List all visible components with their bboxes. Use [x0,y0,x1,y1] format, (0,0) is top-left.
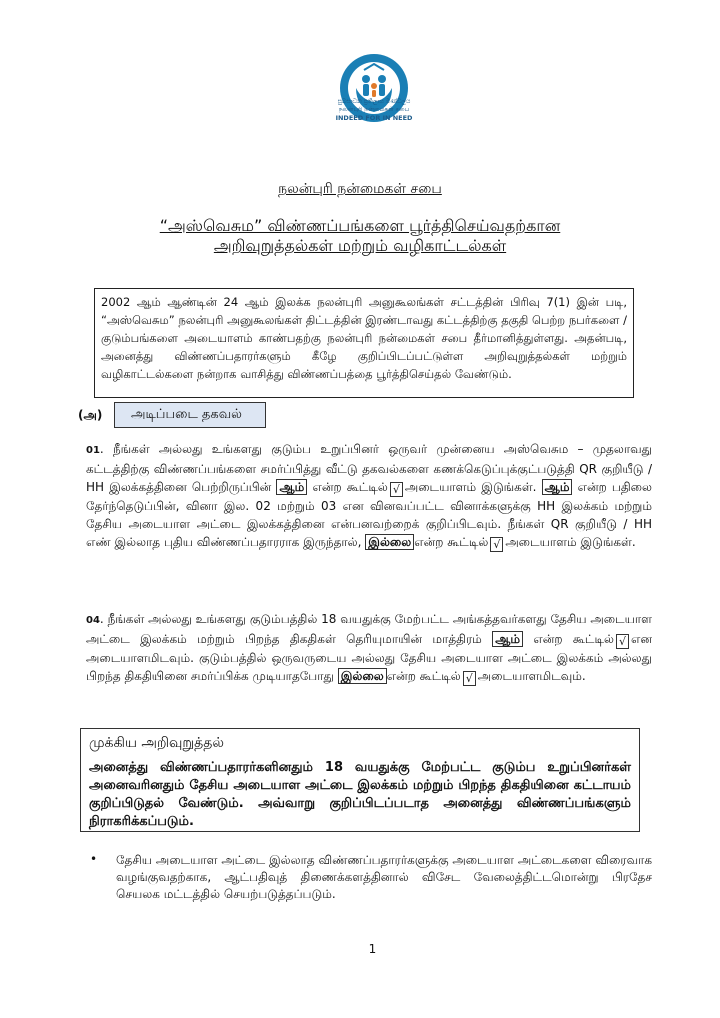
section-a-marker: (அ) [78,408,103,422]
paragraph-text: . நீங்கள் அல்லது உங்களது குடும்ப உறுப்பினர் ஒருவர் முன்னைய அஸ்வெசும – முதலாவது கட்டத்திற்கு விண்ணப்பங்களை சமர்ப்பித்து வீட்டு தகவல்களை கணக்கெடுப்புக்குட்படுத்தி QR குறியீடு / HH இலக்கத்தினை பெற்றிருப்பின் [86,442,652,494]
welfare-board-logo [326,48,422,144]
paragraph-number: 01 [86,445,100,456]
important-instruction-box [80,728,640,832]
instruction-paragraph-01 [86,440,652,552]
tick-box-icon: √ [390,482,403,497]
yes-option-label: ஆம் [492,631,523,647]
tick-box-icon: √ [463,671,476,686]
logo-caption-en: INDEED FOR IN NEED [335,114,413,122]
yes-option-label: ஆம் [276,479,307,495]
intro-box: 2002 ஆம் ஆண்டின் 24 ஆம் இலக்க நலன்புரி அனுகூலங்கள் சட்டத்தின் பிரிவு 7(1) இன் படி, “அஸ்வெசும” நலன்புரி அனுகூலங்கள் திட்டத்தின் இரண்டாவது கட்டத்திற்கு தகுதி பெற்ற நபர்களை / குடும்பங்களை அடையாளம் காண்பதற்கு நலன்புரி நன்மைகள் சபை தீர்மானித்துள்ளது. அதன்படி, அனைத்து விண்ணப்பதாரர்களும் கீழே குறிப்பிடப்பட்டுள்ள அறிவுறுத்தல்கள் மற்றும் வழிகாட்டல்களை நன்றாக வாசித்து விண்ணப்பத்தை பூர்த்திசெய்தல் வேண்டும். [94,288,634,398]
board-name: நலன்புரி நன்மைகள் சபை [278,181,442,197]
important-heading: முக்கிய அறிவுறுத்தல் [89,735,224,751]
logo-caption-ta: நலன்புரி நன்மைகள் சபை [338,106,410,113]
tick-box-icon: √ [616,634,629,649]
tick-box-icon: √ [490,537,503,552]
page-number: 1 [368,942,377,956]
no-option-label: இல்லை [338,668,387,684]
instruction-paragraph-04 [86,610,652,686]
no-option-label: இல்லை [365,534,414,550]
logo-caption [300,98,448,122]
bullet-text: தேசிய அடையாள அட்டை இல்லாத விண்ணப்பதாரர்களுக்கு அடையாள அட்டைகளை விரைவாக வழங்குவதற்காக, ஆட்பதிவுத் திணைக்களத்தினால் விசேட வேலைத்திட்டமொன்று பிரதேச செயலக மட்டத்தில் செயற்படுத்தப்படும். [116,853,652,901]
document-title [0,216,720,256]
paragraph-text: அடையாளம் இடுங்கள். [404,480,537,494]
important-body: அனைத்து விண்ணப்பதாரர்களினதும் 18 வயதுக்கு மேற்பட்ட குடும்ப உறுப்பினர்கள் அனைவரினதும் தேசிய அடையாள அட்டை இலக்கம் மற்றும் பிறந்த திகதியினை கட்டாயம் குறிப்பிடுதல் வேண்டும். அவ்வாறு குறிப்பிடப்படாத அனைத்து விண்ணப்பங்களும் நிராகரிக்கப்படும். [89,760,631,829]
title-line-1: “அஸ்வெசும” விண்ணப்பங்களை பூர்த்திசெய்வதற்கான [159,216,561,235]
title-line-2: அறிவுறுத்தல்கள் மற்றும் வழிகாட்டல்கள் [213,236,507,255]
paragraph-text: அடையாளமிடவும். [477,669,586,683]
bullet-icon: • [90,852,98,866]
paragraph-text: அடையாளம் இடுங்கள். [505,535,636,549]
paragraph-text: என்ற கூட்டில் [533,632,614,646]
logo-caption-si: සුබසාධන ප්‍රතිලාභ මණ්ඩලය [337,98,411,105]
paragraph-text: . நீங்கள் அல்லது உங்களது குடும்பத்தில் 18 வயதுக்கு மேற்பட்ட அங்கத்தவர்களது தேசிய அடையாள அட்டை இலக்கம் மற்றும் பிறந்த திகதிகள் தெரியுமாயின் மாத்திரம் [86,612,652,646]
paragraph-text: என்ற கூட்டில் [386,669,461,683]
paragraph-number: 04 [86,615,100,626]
paragraph-text: என்ற கூட்டில் [414,535,489,549]
logo-emblem-icon [326,48,422,144]
paragraph-text: என்ற பதிலை தேர்ந்தெடுப்பின், வினா இல. 02 மற்றும் 03 என வினவப்பட்ட வினாக்களுக்கு HH இலக்கம் மற்றும் தேசிய அடையாள அட்டை இலக்கத்தினை என்பனவற்றைக் குறிப்பிடவும். நீங்கள் QR குறியீடு / HH எண் இல்லாத புதிய விண்ணப்பதாரராக இருந்தால், [86,480,652,549]
paragraph-text: என அடையாளமிடவும். குடும்பத்தில் ஒருவருடைய அல்லது தேசிய அடையாள அட்டை இலக்கம் அல்லது பிறந்த திகதியினை சமர்ப்பிக்க முடியாதபோது [86,632,652,683]
section-a-heading: அடிப்படை தகவல் [114,402,266,428]
paragraph-text: என்ற கூட்டில் [312,480,388,494]
yes-option-label: ஆம் [542,479,573,495]
